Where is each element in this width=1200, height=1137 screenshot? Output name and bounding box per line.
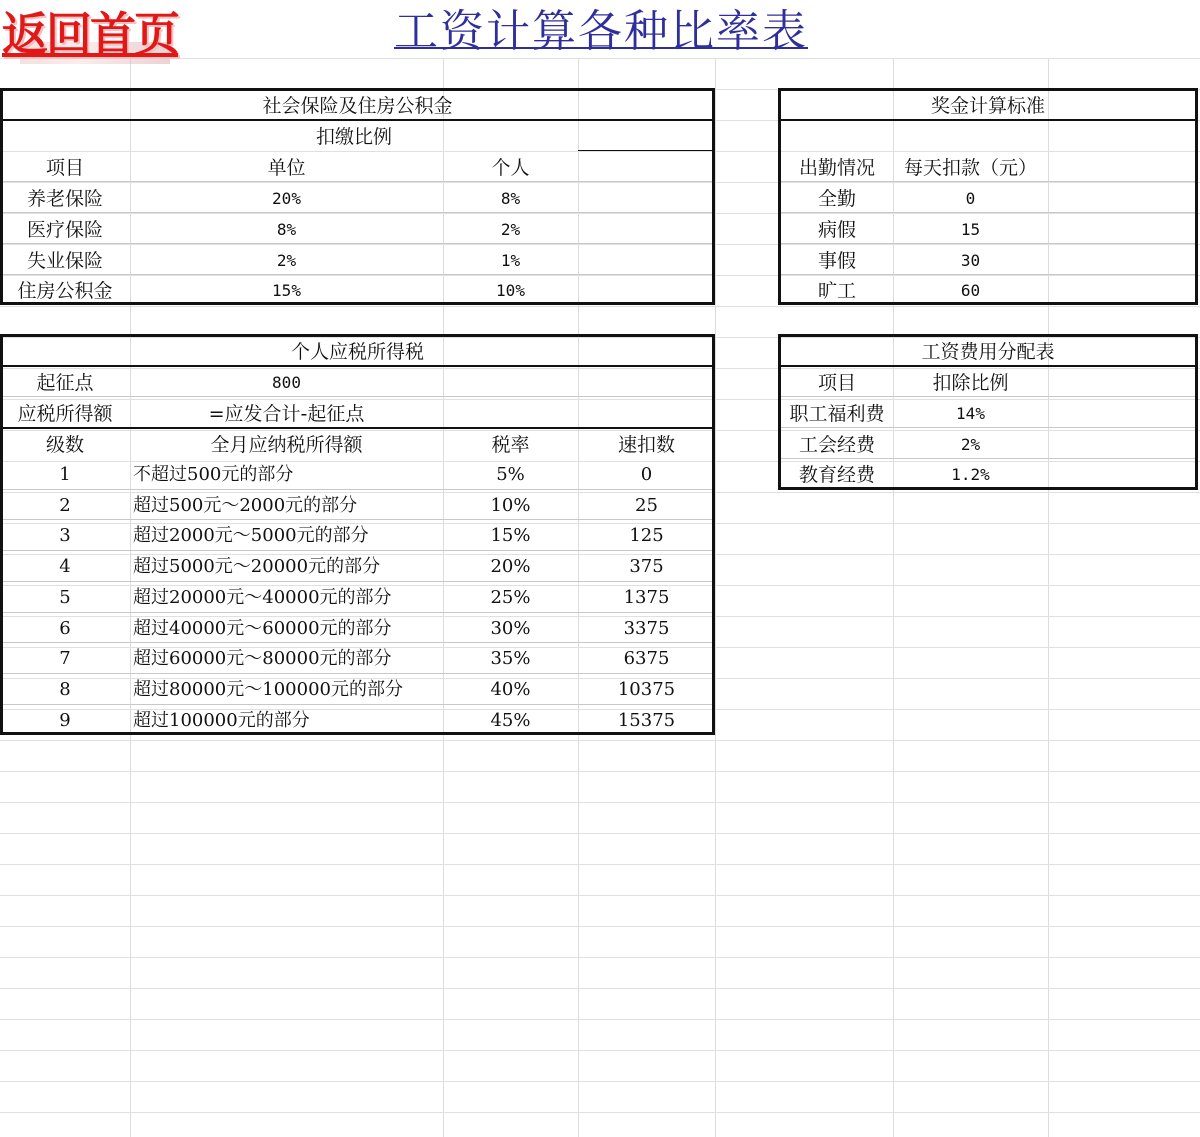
tax-rate-cell[interactable]: 40% [490,678,531,700]
item-cell[interactable]: 医疗保险 [26,219,103,241]
column-header: 出勤情况 [798,157,875,179]
tax-rate-cell[interactable]: 30% [490,617,531,639]
tax-rate-cell[interactable]: 25% [490,586,531,608]
income-tax-title: 个人应税所得税 [290,341,424,363]
grid-row-line [0,988,1200,989]
rate-cell[interactable]: 8% [500,189,521,208]
column-header: 项目 [45,157,84,179]
bracket-cell[interactable]: 超过80000元～100000元的部分 [133,678,403,700]
level-cell[interactable]: 4 [59,556,71,578]
social-insurance-title: 社会保险及住房公积金 [262,95,453,117]
item-cell[interactable]: 失业保险 [26,250,103,272]
quick-deduction-cell[interactable]: 375 [629,556,664,578]
deduction-cell[interactable]: 15 [960,220,981,239]
column-header: 速扣数 [617,434,675,456]
rate-cell[interactable]: 2% [500,220,521,239]
taxable-label: 应税所得额 [17,403,113,425]
rate-cell[interactable]: 8% [276,220,297,239]
allocation-rate-cell[interactable]: 2% [960,435,981,454]
item-cell[interactable]: 住房公积金 [17,280,113,302]
grid-row-line [0,957,1200,958]
bonus-title: 奖金计算标准 [930,95,1045,117]
rate-cell[interactable]: 15% [272,281,301,300]
row-rule [3,642,712,643]
rate-cell[interactable]: 2% [276,251,297,270]
row-rule [3,581,712,582]
level-cell[interactable]: 9 [59,709,71,731]
row-rule [3,704,712,705]
tax-rate-cell[interactable]: 5% [496,464,525,485]
social-insurance-subheader: 扣缴比例 [315,126,392,148]
column-header: 扣除比例 [932,372,1009,394]
grid-row-line [0,740,1200,741]
allocation-rate-cell[interactable]: 1.2% [951,465,990,484]
column-header: 个人 [491,157,530,179]
deduction-cell[interactable]: 60 [960,281,981,300]
item-cell[interactable]: 养老保险 [26,188,103,210]
allocation-item-cell[interactable]: 工会经费 [798,434,875,456]
level-cell[interactable]: 3 [59,525,71,547]
rate-cell[interactable]: 1% [500,251,521,270]
grid-row-line [0,1081,1200,1082]
page-title[interactable]: 工资计算各种比率表 [394,6,808,57]
column-header: 单位 [267,157,306,179]
grid-row-line [0,306,1200,307]
level-cell[interactable]: 7 [59,648,71,670]
threshold-label: 起征点 [36,372,94,394]
level-cell[interactable]: 1 [59,464,71,485]
level-cell[interactable]: 8 [59,678,71,700]
level-cell[interactable]: 2 [59,494,71,516]
quick-deduction-cell[interactable]: 25 [635,494,658,516]
level-cell[interactable]: 5 [59,586,71,608]
grid-row-line [0,926,1200,927]
grid-row-line [0,895,1200,896]
wage-allocation-title: 工资费用分配表 [921,341,1055,363]
bracket-cell[interactable]: 超过20000元～40000元的部分 [133,586,392,608]
bracket-cell[interactable]: 超过60000元～80000元的部分 [133,648,392,670]
grid-row-line [0,864,1200,865]
allocation-item-cell[interactable]: 职工福利费 [789,403,885,425]
allocation-item-cell[interactable]: 教育经费 [798,464,875,486]
grid-column-line [715,58,716,1137]
column-header: 税率 [491,434,530,456]
column-header: 全月应纳税所得额 [210,434,363,456]
attendance-cell[interactable]: 全勤 [817,188,856,210]
grid-row-line [0,1112,1200,1113]
column-header: 级数 [45,434,84,456]
rate-cell[interactable]: 10% [496,281,525,300]
threshold-value[interactable]: 800 [272,373,301,392]
row-rule [3,519,712,520]
social-insurance-sub-rule [578,150,715,151]
quick-deduction-cell[interactable]: 15375 [617,709,676,731]
quick-deduction-cell[interactable]: 10375 [617,678,676,700]
column-header: 每天扣款（元） [903,157,1037,179]
bracket-cell[interactable]: 超过100000元的部分 [133,709,310,731]
grid-row-line [0,1019,1200,1020]
row-rule [3,550,712,551]
tax-rate-cell[interactable]: 20% [490,556,531,578]
tax-rate-cell[interactable]: 15% [490,525,531,547]
quick-deduction-cell[interactable]: 0 [640,464,653,485]
deduction-cell[interactable]: 0 [965,189,976,208]
row-rule [3,612,712,613]
row-rule [3,673,712,674]
bracket-cell[interactable]: 超过500元～2000元的部分 [133,494,358,516]
allocation-rate-cell[interactable]: 14% [956,404,985,423]
quick-deduction-cell[interactable]: 125 [629,525,664,547]
attendance-cell[interactable]: 事假 [817,250,856,272]
quick-deduction-cell[interactable]: 3375 [623,617,670,639]
attendance-cell[interactable]: 病假 [817,219,856,241]
row-rule [3,489,712,490]
bracket-cell[interactable]: 不超过500元的部分 [133,464,294,485]
tax-rate-cell[interactable]: 10% [490,494,531,516]
bracket-cell[interactable]: 超过2000元～5000元的部分 [133,525,369,547]
attendance-cell[interactable]: 旷工 [817,280,856,302]
grid-row-line [0,1050,1200,1051]
bracket-cell[interactable]: 超过5000元～20000元的部分 [133,556,381,578]
taxable-formula[interactable]: =应发合计-起征点 [208,403,365,425]
rate-cell[interactable]: 20% [272,189,301,208]
level-cell[interactable]: 6 [59,617,71,639]
home-link[interactable]: 返回首页 [2,7,178,61]
quick-deduction-cell[interactable]: 6375 [623,648,670,670]
tax-rate-cell[interactable]: 35% [490,648,531,670]
bracket-cell[interactable]: 超过40000元～60000元的部分 [133,617,392,639]
grid-row-line [0,833,1200,834]
quick-deduction-cell[interactable]: 1375 [623,586,670,608]
deduction-cell[interactable]: 30 [960,251,981,270]
tax-rate-cell[interactable]: 45% [490,709,531,731]
column-header: 项目 [817,372,856,394]
grid-row-line [0,802,1200,803]
grid-row-line [0,771,1200,772]
